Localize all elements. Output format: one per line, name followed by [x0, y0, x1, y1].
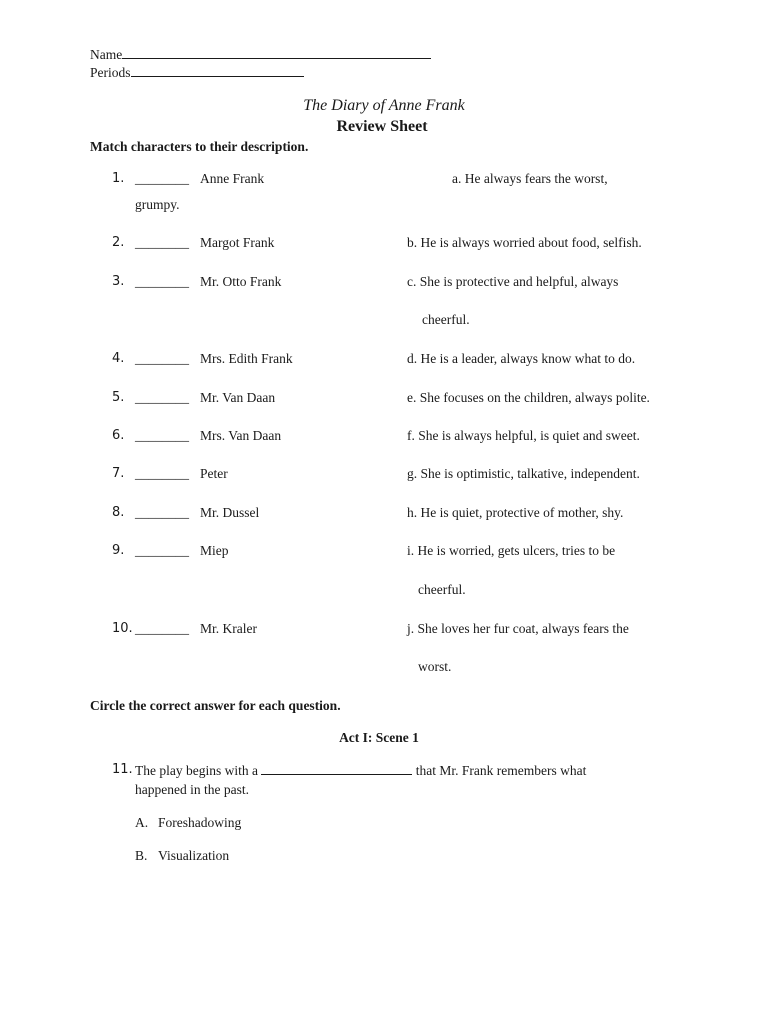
item-number: 7. — [112, 466, 125, 481]
character-name: Margot Frank — [200, 235, 275, 250]
matching-instruction: Match characters to their description. — [90, 139, 309, 154]
section-heading: Act I: Scene 1 — [339, 730, 419, 745]
periods-blank[interactable] — [131, 64, 304, 77]
option-text[interactable]: Visualization — [158, 848, 230, 863]
answer-blank[interactable]: ________ — [135, 505, 189, 520]
description-a: a. He always fears the worst, — [452, 171, 608, 186]
name-blank[interactable] — [122, 46, 431, 59]
page-title: The Diary of Anne Frank — [303, 97, 465, 114]
name-label: Name — [90, 47, 123, 62]
description-j: j. She loves her fur coat, always fears the — [407, 621, 629, 636]
option-text[interactable]: Foreshadowing — [158, 815, 242, 830]
question-number: 11. — [112, 762, 133, 777]
description-b: b. He is always worried about food, selfish. — [407, 235, 642, 250]
answer-blank[interactable]: ________ — [135, 466, 189, 481]
description-f: f. She is always helpful, is quiet and sweet. — [407, 428, 640, 443]
option-letter[interactable]: B. — [135, 848, 148, 863]
answer-blank[interactable]: ________ — [135, 621, 189, 636]
item-number: 8. — [112, 505, 125, 520]
item-number: 6. — [112, 428, 125, 443]
item-number: 5. — [112, 390, 125, 405]
answer-blank[interactable]: ________ — [135, 543, 189, 558]
character-name: Mrs. Van Daan — [200, 428, 282, 443]
answer-blank[interactable]: ________ — [135, 351, 189, 366]
circle-instruction: Circle the correct answer for each question. — [90, 698, 341, 713]
description-c-continued: cheerful. — [422, 312, 470, 327]
page-subtitle: Review Sheet — [336, 118, 428, 135]
item-number: 3. — [112, 274, 125, 289]
item-number: 2. — [112, 235, 125, 250]
question-text — [135, 762, 586, 779]
description-h: h. He is quiet, protective of mother, shy. — [407, 505, 624, 520]
character-name: Mr. Otto Frank — [200, 274, 282, 289]
question-blank[interactable] — [261, 762, 412, 775]
description-c: c. She is protective and helpful, always — [407, 274, 619, 289]
item-number: 1. — [112, 171, 125, 186]
periods-field[interactable] — [90, 64, 304, 81]
item-number: 4. — [112, 351, 125, 366]
character-name: Mr. Van Daan — [200, 390, 276, 405]
character-name: Miep — [200, 543, 229, 558]
question-text-after: that Mr. Frank remembers what — [415, 763, 587, 778]
item-number: 9. — [112, 543, 125, 558]
answer-blank[interactable]: ________ — [135, 171, 189, 186]
character-name: Mr. Kraler — [200, 621, 257, 636]
description-g: g. She is optimistic, talkative, independent. — [407, 466, 640, 481]
answer-blank[interactable]: ________ — [135, 274, 189, 289]
name-field[interactable] — [90, 46, 431, 63]
question-text-continued: happened in the past. — [135, 782, 249, 797]
description-d: d. He is a leader, always know what to do. — [407, 351, 636, 366]
description-i: i. He is worried, gets ulcers, tries to be — [407, 543, 616, 558]
answer-blank[interactable]: ________ — [135, 428, 189, 443]
character-name: Mr. Dussel — [200, 505, 260, 520]
character-name: Mrs. Edith Frank — [200, 351, 293, 366]
answer-blank[interactable]: ________ — [135, 235, 189, 250]
description-e: e. She focuses on the children, always polite. — [407, 390, 650, 405]
periods-label: Periods — [90, 65, 131, 80]
description-i-continued: cheerful. — [418, 582, 466, 597]
answer-blank[interactable]: ________ — [135, 390, 189, 405]
character-name: Peter — [200, 466, 228, 481]
option-letter[interactable]: A. — [135, 815, 149, 830]
character-name: Anne Frank — [200, 171, 265, 186]
item-number: 10. — [112, 621, 133, 636]
description-j-continued: worst. — [418, 659, 452, 674]
description-a-continued: grumpy. — [135, 197, 180, 212]
question-text-before: The play begins with a — [135, 763, 258, 778]
